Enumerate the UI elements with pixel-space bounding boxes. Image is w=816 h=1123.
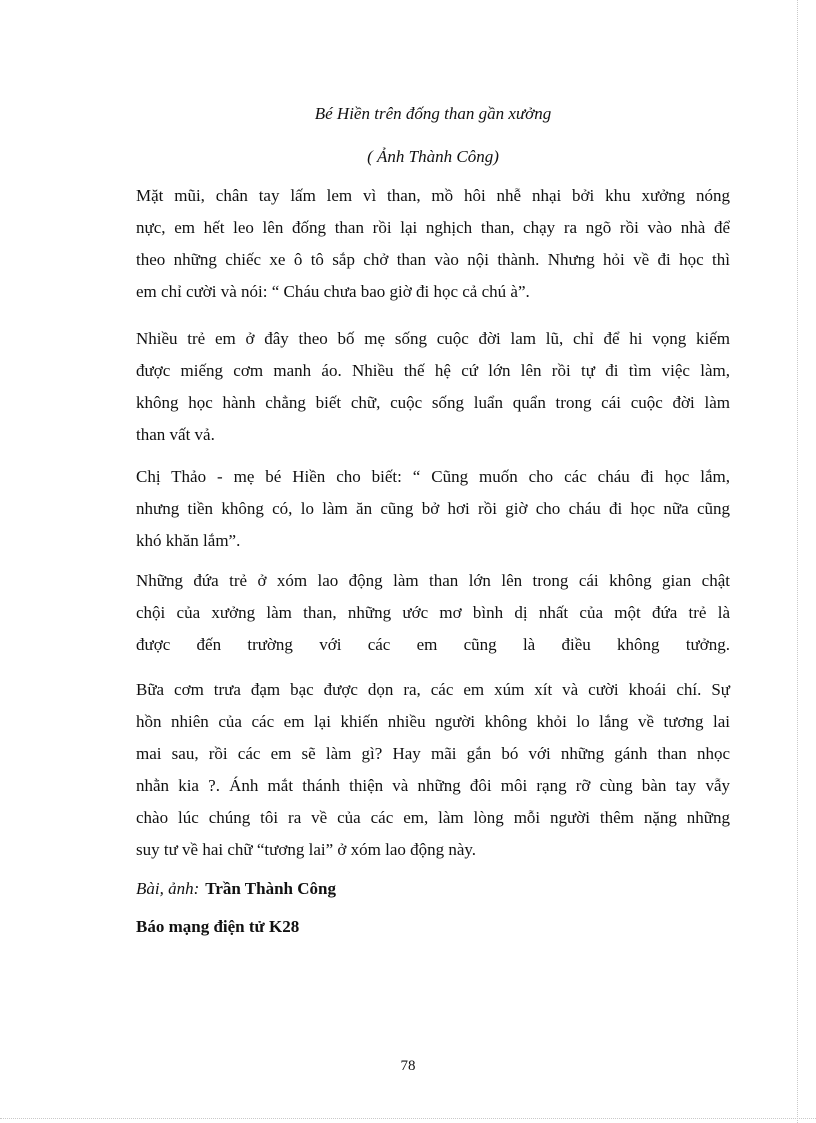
text-line: nhằn kia ?. Ánh mắt thánh thiện và những đôi môi rạng rỡ cùng bàn tay vẫy	[136, 776, 730, 795]
text-line: được miếng cơm manh áo. Nhiều thế hệ cứ lớn lên rồi tự đi tìm việc làm,	[136, 361, 730, 380]
text-line: chào lúc chúng tôi ra về của các em, làm lòng mỗi người thêm nặng những	[136, 808, 730, 827]
paragraph-4	[136, 569, 730, 665]
text-line: hồn nhiên của các em lại khiến nhiều người không khỏi lo lắng về tương lai	[136, 712, 730, 731]
byline	[136, 877, 336, 901]
photo-caption-title: Bé Hiền trên đống than gần xưởng	[314, 104, 552, 123]
text-line: nhưng tiền không có, lo làm ăn cũng bở hơi rồi giờ cho cháu đi học nữa cũng	[136, 499, 730, 518]
text-line: Bữa cơm trưa đạm bạc được dọn ra, các em xúm xít và cười khoái chí. Sự	[136, 680, 730, 699]
text-line: than vất vả.	[136, 425, 215, 444]
paragraph-3	[136, 465, 730, 561]
source-publication: Báo mạng điện tử K28	[136, 917, 300, 936]
text-line: không học hành chẳng biết chữ, cuộc sống luẩn quẩn trong cái cuộc đời làm	[136, 393, 730, 412]
text-line: theo những chiếc xe ô tô sắp chở than vào nội thành. Nhưng hỏi về đi học thì	[136, 250, 730, 269]
text-line: Mặt mũi, chân tay lấm lem vì than, mồ hôi nhễ nhại bởi khu xưởng nóng	[136, 186, 730, 205]
text-line: em chỉ cười và nói: “ Cháu chưa bao giờ đi học cả chú à”.	[136, 282, 530, 301]
text-line: Nhiều trẻ em ở đây theo bố mẹ sống cuộc đời lam lũ, chỉ để hi vọng kiếm	[136, 329, 730, 348]
byline-label: Bài, ảnh:	[136, 879, 200, 898]
page-border-bottom	[0, 1118, 816, 1119]
page-number: 78	[400, 1058, 416, 1074]
paragraph-1	[136, 184, 730, 312]
text-line: mai sau, rồi các em sẽ làm gì? Hay mãi gắn bó với những gánh than nhọc	[136, 744, 730, 763]
text-line: Những đứa trẻ ở xóm lao động làm than lớn lên trong cái không gian chật	[136, 571, 730, 590]
text-line: chội của xưởng làm than, những ước mơ bình dị nhất của một đứa trẻ là	[136, 603, 730, 622]
text-line: Chị Thảo - mẹ bé Hiền cho biết: “ Cũng muốn cho các cháu đi học lắm,	[136, 467, 730, 486]
paragraph-2	[136, 327, 730, 455]
text-line: suy tư về hai chữ “tương lai” ở xóm lao động này.	[136, 840, 477, 859]
paragraph-5	[136, 678, 730, 870]
photo-caption-credit: ( Ảnh Thành Công)	[367, 147, 499, 166]
text-line: nực, em hết leo lên đống than rồi lại nghịch than, chạy ra ngõ rồi vào nhà để	[136, 218, 730, 237]
byline-author: Trần Thành Công	[205, 879, 336, 898]
text-line: được đến trường với các em cũng là điều không tưởng.	[136, 635, 730, 654]
page-border-right	[797, 0, 798, 1123]
text-line: khó khăn lắm”.	[136, 531, 241, 550]
